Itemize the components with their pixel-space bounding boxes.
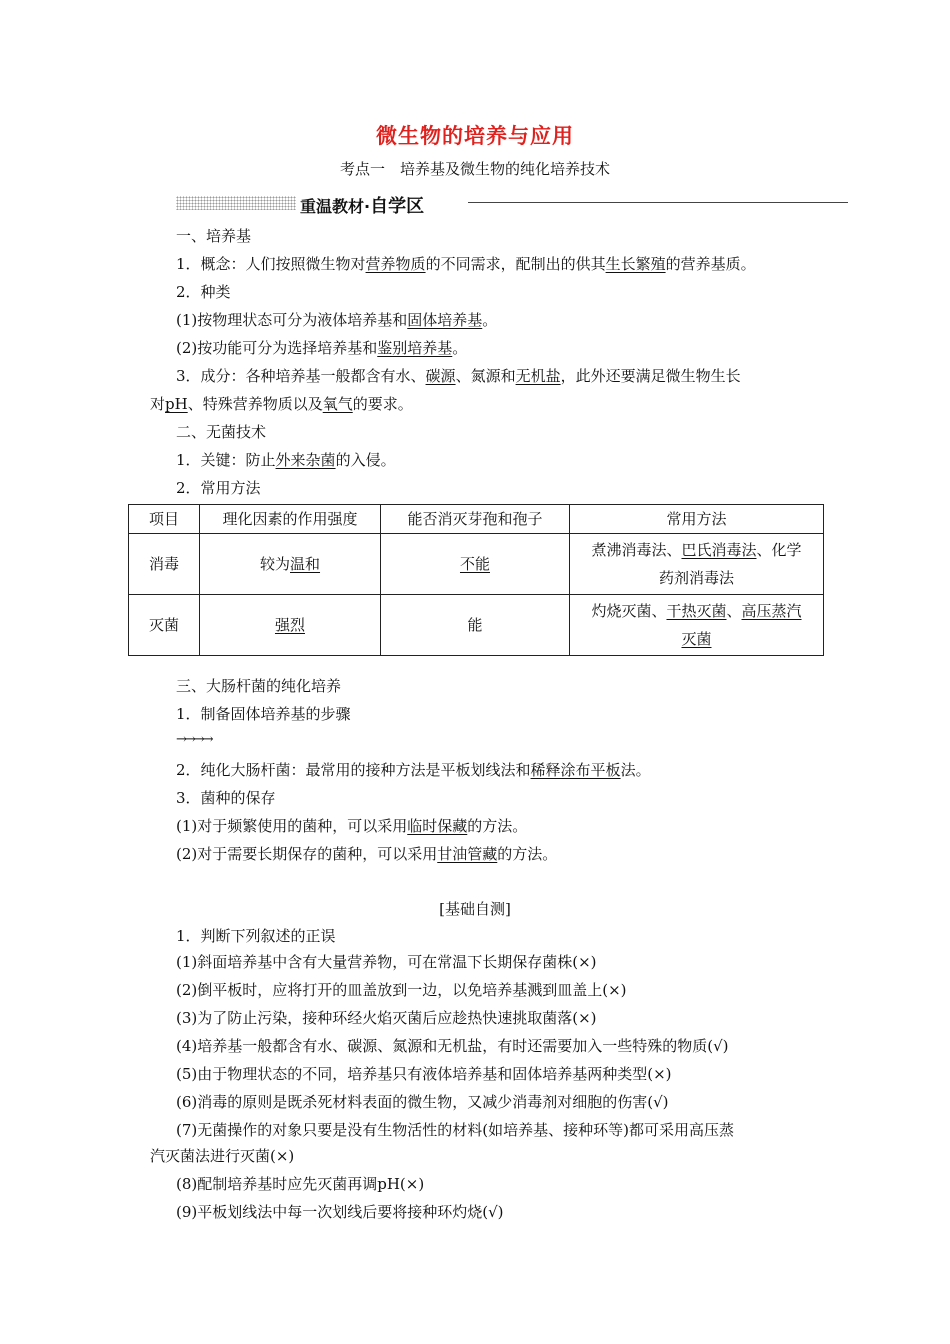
purify-line: 2．纯化大肠杆菌：最常用的接种方法是平板划线法和稀释涂布平板法。 [176,761,651,779]
answer-underline: 固体培养基 [407,311,483,329]
arrow-sequence: →→→→ [176,732,212,747]
answer-underline: 外来杂菌 [275,451,336,469]
preserve-temp-line: (1)对于频繁使用的菌种，可以采用临时保藏的方法。 [176,817,528,835]
table-cell: 灭菌 [129,595,200,656]
table-cell: 能 [381,595,570,656]
key-line: 1．关键：防止外来杂菌的入侵。 [176,451,396,469]
list-item: (9)平板划线法中每一次划线后要将接种环灼烧(√) [176,1203,504,1221]
steps-line: 1．制备固体培养基的步骤 [176,705,351,723]
section-banner [176,192,848,216]
selftest-intro: 1．判断下列叙述的正误 [176,927,336,945]
section-subtitle: 考点一 培养基及微生物的纯化培养技术 [339,160,610,178]
preserve-long-line: (2)对于需要长期保存的菌种，可以采用甘油管藏的方法。 [176,845,558,863]
table-header-cell: 常用方法 [570,505,824,534]
banner-rule [468,202,848,203]
methods-line: 2．常用方法 [176,479,261,497]
answer-underline: pH [165,395,188,413]
selftest-heading: [基础自测] [439,900,511,918]
list-item: (4)培养基一般都含有水、碳源、氮源和无机盐，有时还需要加入一些特殊的物质(√) [176,1037,729,1055]
answer-underline: 鉴别培养基 [377,339,453,357]
table-header-cell: 理化因素的作用强度 [200,505,381,534]
table-header-cell: 能否消灭芽孢和孢子 [381,505,570,534]
answer-underline: 稀释涂布平板 [530,761,621,779]
list-item: (3)为了防止污染，接种环经火焰灭菌后应趁热快速挑取菌落(×) [176,1009,597,1027]
table-cell [381,534,570,595]
table-header-row [129,505,824,534]
table-row [129,534,824,595]
heading-ecoli: 三、大肠杆菌的纯化培养 [176,677,342,695]
banner-label [300,192,424,218]
table-cell: 较为温和 [200,534,381,595]
answer-underline: 灭菌 [681,630,712,648]
dotted-pattern-decoration [176,196,296,210]
answer-underline: 生长繁殖 [605,255,666,273]
list-item: (7)无菌操作的对象只要是没有生物活性的材料(如培养基、接种环等)都可采用高压蒸 [176,1121,734,1139]
answer-underline: 甘油管藏 [437,845,498,863]
answer-underline: 无机盐 [515,367,561,385]
list-item: (5)由于物理状态的不同，培养基只有液体培养基和固体培养基两种类型(×) [176,1065,672,1083]
table-cell: 煮沸消毒法、巴氏消毒法、化学 药剂消毒法 [570,534,824,595]
answer-underline: 氧气 [322,395,353,413]
sterilization-table [128,504,824,656]
heading-aseptic: 二、无菌技术 [176,423,267,441]
answer-underline: 营养物质 [365,255,426,273]
banner-label-b: 自学区 [370,196,425,217]
list-item: (8)配制培养基时应先灭菌再调pH(×) [176,1175,425,1193]
list-item: 汽灭菌法进行灭菌(×) [150,1147,295,1165]
types-line: 2．种类 [176,283,231,301]
answer-underline: 临时保藏 [407,817,468,835]
composition-line-2: 对pH、特殊营养物质以及氧气的要求。 [150,395,413,413]
answer-underline: 巴氏消毒法 [681,541,757,559]
answer-underline: 干热灭菌 [666,602,727,620]
page-title: 微生物的培养与应用 [376,123,574,148]
list-item: (6)消毒的原则是既杀死材料表面的微生物，又减少消毒剂对细胞的伤害(√) [176,1093,669,1111]
composition-line: 3．成分：各种培养基一般都含有水、碳源、氮源和无机盐，此外还要满足微生物生长 [176,367,741,385]
table-cell: 灼烧灭菌、干热灭菌、高压蒸汽 灭菌 [570,595,824,656]
list-item: (2)倒平板时，应将打开的皿盖放到一边，以免培养基溅到皿盖上(×) [176,981,627,999]
answer-underline: 不能 [459,555,490,573]
table-header-cell: 项目 [129,505,200,534]
types-function-line: (2)按功能可分为选择培养基和鉴别培养基。 [176,339,468,357]
answer-underline: 碳源 [425,367,456,385]
types-physical-line: (1)按物理状态可分为液体培养基和固体培养基。 [176,311,498,329]
table-cell [200,595,381,656]
concept-line: 1．概念：人们按照微生物对营养物质的不同需求，配制出的供其生长繁殖的营养基质。 [176,255,756,273]
table-cell: 消毒 [129,534,200,595]
banner-label-a: 重温教材· [300,197,371,216]
answer-underline: 高压蒸汽 [741,602,802,620]
heading-culture-medium: 一、培养基 [176,227,252,245]
table-row [129,595,824,656]
list-item: (1)斜面培养基中含有大量营养物，可在常温下长期保存菌株(×) [176,953,597,971]
answer-underline: 温和 [290,555,321,573]
preserve-line: 3．菌种的保存 [176,789,276,807]
answer-underline: 强烈 [274,616,305,634]
